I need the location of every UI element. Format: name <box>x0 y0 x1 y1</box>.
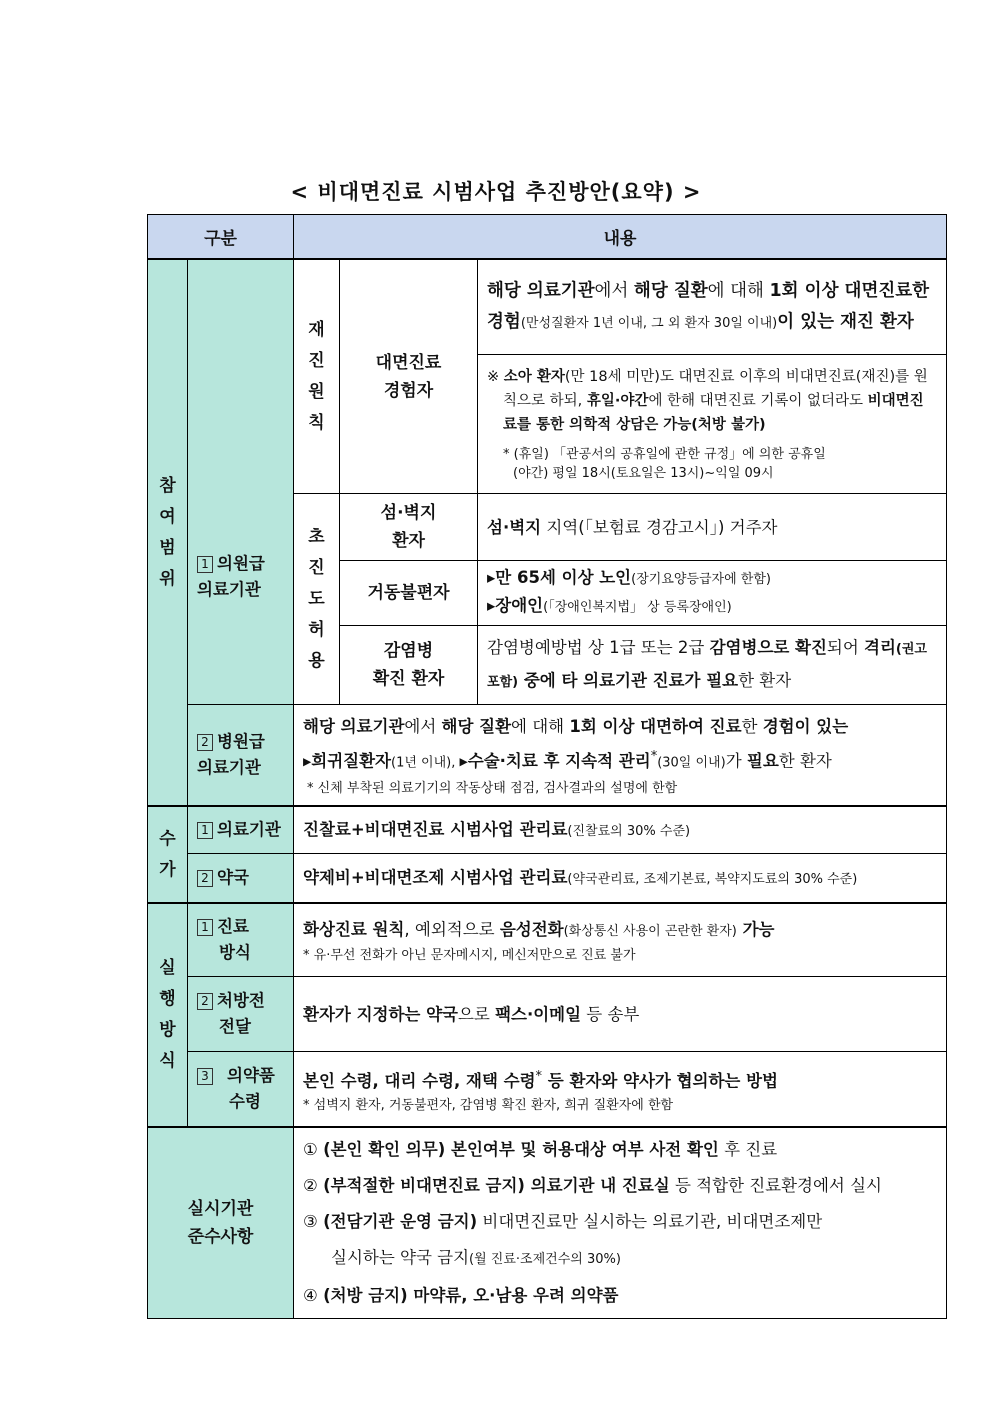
method-prescription-content: 환자가 지정하는 약국으로 팩스·이메일 등 송부 <box>294 977 947 1052</box>
method-consult-label: 1 진료 방식 <box>188 903 294 977</box>
revisit-label: 재 진 원 칙 <box>294 259 340 494</box>
method-delivery-content: 본인 수령, 대리 수령, 재택 수령* 등 환자와 약사가 협의하는 방법 * 섬벽지 환자, 거동불편자, 감염병 확진 환자, 희귀 질환자에 한함 <box>294 1052 947 1128</box>
list-item-continuation: 실시하는 약국 금지(월 진료·조제건수의 30%) <box>331 1248 621 1267</box>
infection-sub-label: 감염병 확진 환자 <box>340 626 478 705</box>
table-row <box>148 854 947 904</box>
revisit-note: ※ 소아 환자(만 18세 미만)도 대면진료 이후의 비대면진료(재진)를 원칙으로 하되, 휴일·야간에 한해 대면진료 기록이 없더라도 비대면진료를 통한 의학적 상담은 가능(처방 불가) * (휴일) 「관공서의 공휴일에 관한 규정」에 의한 공휴일 (야간) 평일 18시(토요일은 13시)~익일 09시 <box>478 355 947 494</box>
method-consult-content: 화상진료 원칙, 예외적으로 음성전화(화상통신 사용이 곤란한 환자) 가능 * 유·무선 전화가 아닌 문자메시지, 메신저만으로 진료 불가 <box>294 903 947 977</box>
firstvisit-label: 초 진 도 허 용 <box>294 494 340 705</box>
island-content: 섬·벽지 지역(「보험료 경감고시」) 거주자 <box>478 494 947 561</box>
hospital-label: 2 병원급 의료기관 <box>188 705 294 807</box>
compliance-label: 실시기관 준수사항 <box>148 1127 294 1319</box>
island-sub-label: 섬·벽지 환자 <box>340 494 478 561</box>
clinic-label: 1 의원급 의료기관 <box>188 259 294 705</box>
revisit-main: 해당 의료기관에서 해당 질환에 대해 1회 이상 대면진료한 경험(만성질환자 1년 이내, 그 외 환자 30일 이내)이 있는 재진 환자 <box>478 259 947 355</box>
table-row <box>148 903 947 977</box>
table-row <box>148 1127 947 1319</box>
fee-pharmacy-content: 약제비+비대면조제 시범사업 관리료(약국관리료, 조제기본료, 복약지도료의 30% 수준) <box>294 854 947 904</box>
number-box: 2 <box>197 734 213 751</box>
list-item: ③ (전담기관 운영 금지) 비대면진료만 실시하는 의료기관, 비대면조제만 <box>303 1212 823 1231</box>
fee-label: 수 가 <box>148 806 188 903</box>
list-item: ② (부적절한 비대면진료 금지) 의료기관 내 진료실 등 적합한 진료환경에서 실시 <box>303 1176 882 1195</box>
compliance-content <box>294 1127 947 1319</box>
participation-label: 참 여 범 위 <box>148 259 188 806</box>
header-category: 구분 <box>148 215 294 260</box>
number-box: 1 <box>197 919 213 936</box>
number-box: 3 <box>197 1068 213 1085</box>
number-box: 2 <box>197 993 213 1010</box>
number-box: 2 <box>197 870 213 887</box>
summary-table <box>147 214 947 1319</box>
table-row <box>148 977 947 1052</box>
infection-content: 감염병예방법 상 1급 또는 2급 감염병으로 확진되어 격리(권고 포함) 중에 타 의료기관 진료가 필요한 환자 <box>478 626 947 705</box>
table-row <box>148 1052 947 1128</box>
method-prescription-label: 2 처방전 전달 <box>188 977 294 1052</box>
table-row <box>148 705 947 807</box>
table-row <box>148 259 947 355</box>
table-row <box>148 806 947 854</box>
method-delivery-label: 3 의약품 수령 <box>188 1052 294 1128</box>
list-item: ① (본인 확인 의무) 본인여부 및 허용대상 여부 사전 확인 후 진료 <box>303 1140 778 1159</box>
table-header-row <box>148 215 947 260</box>
holiday-footnote: * (휴일) 「관공서의 공휴일에 관한 규정」에 의한 공휴일 (야간) 평일 18시(토요일은 13시)~익일 09시 <box>503 447 826 481</box>
fee-clinic-label: 1 의료기관 <box>188 806 294 854</box>
revisit-sub-label: 대면진료 경험자 <box>340 259 478 494</box>
method-label: 실 행 방 식 <box>148 903 188 1127</box>
page-title: < 비대면진료 시범사업 추진방안(요약) > <box>290 180 702 204</box>
fee-clinic-content: 진찰료+비대면진료 시범사업 관리료(진찰료의 30% 수준) <box>294 806 947 854</box>
list-item: ④ (처방 금지) 마약류, 오·남용 우려 의약품 <box>303 1286 619 1305</box>
hospital-content: 해당 의료기관에서 해당 질환에 대해 1회 이상 대면하여 진료한 경험이 있는 ▸희귀질환자(1년 이내), ▸수술·치료 후 지속적 관리*(30일 이내)가 필요한 환자 * 신체 부착된 의료기기의 작동상태 점검, 검사결과의 설명에 한함 <box>294 705 947 807</box>
mobility-content: ▸만 65세 이상 노인(장기요양등급자에 한함) ▸장애인(「장애인복지법」 상 등록장애인) <box>478 561 947 626</box>
number-box: 1 <box>197 556 213 573</box>
header-content: 내용 <box>294 215 947 260</box>
fee-pharmacy-label: 2 약국 <box>188 854 294 904</box>
mobility-sub-label: 거동불편자 <box>340 561 478 626</box>
number-box: 1 <box>197 822 213 839</box>
